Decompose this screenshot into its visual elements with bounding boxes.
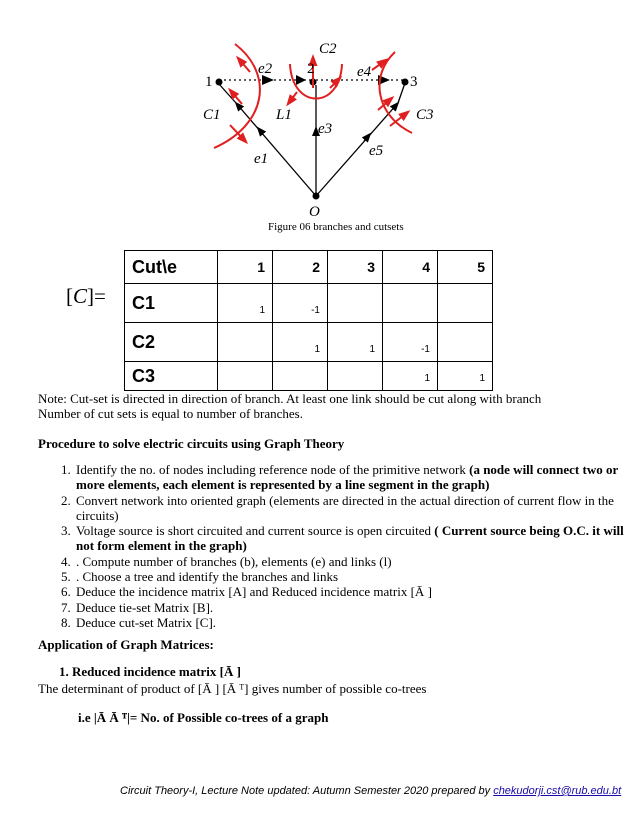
procedure-item [74, 600, 638, 615]
procedure-item [74, 554, 638, 569]
link-label-l1: L1 [276, 107, 292, 123]
matrix-label [66, 284, 106, 309]
matrix-cell [328, 362, 383, 391]
matrix-cell: 1 [273, 323, 328, 362]
matrix-label-open: [ [66, 284, 73, 308]
node-label-3: 3 [410, 74, 418, 90]
matrix-header-row [125, 251, 493, 284]
edge-label-e1: e1 [254, 151, 269, 167]
note-line-2: Number of cut sets is equal to number of branches. [38, 406, 303, 421]
matrix-cell: 1 [328, 323, 383, 362]
link-e4-arrow2 [296, 75, 306, 85]
matrix-row [125, 362, 493, 391]
node-label-1: 1 [205, 74, 213, 90]
procedure-item-text: . Compute number of branches (b), elements (e) and links (l) [76, 553, 392, 569]
matrix-col-header: 3 [328, 251, 383, 284]
application-ie: i.e |Ā Ā ᵀ|= No. of Possible co-trees of a graph [78, 710, 329, 725]
matrix-corner: Cut\e [125, 251, 218, 284]
application-line: The determinant of product of [Ā ] [Ā ᵀ] gives number of possible co-trees [38, 681, 427, 696]
node-origin [313, 193, 320, 200]
procedure-item [74, 523, 638, 554]
matrix-cell [218, 362, 273, 391]
application-item-1: 1. Reduced incidence matrix [Ā ] [59, 664, 241, 679]
branch-e1-head [258, 128, 263, 134]
procedure-item [74, 615, 638, 630]
procedure-item-bold: (a node will connect two or more elements, each element is represented by a line segment in the graph) [76, 462, 619, 493]
cut-label-c2: C2 [319, 41, 337, 57]
matrix-row [125, 284, 493, 323]
matrix-cell [438, 284, 493, 323]
matrix-cell [438, 323, 493, 362]
procedure-item-text: Deduce the incidence matrix [A] and Reduced incidence matrix [Ā ] [76, 584, 432, 600]
node-3 [402, 79, 409, 86]
cutset-matrix [124, 250, 493, 391]
cut-label-c3: C3 [416, 107, 434, 123]
cutset-c2-arrow-left [288, 92, 297, 104]
edge-label-e5: e5 [369, 143, 384, 159]
branch-e5-head [364, 134, 370, 141]
matrix-cell [273, 362, 328, 391]
matrix-row-header: C3 [125, 362, 218, 391]
node-1 [216, 79, 223, 86]
application-heading: Application of Graph Matrices: [38, 637, 214, 652]
procedure-item-text: Deduce tie-set Matrix [B]. [76, 599, 214, 615]
matrix-col-header: 4 [383, 251, 438, 284]
matrix-label-var: C [73, 284, 88, 308]
cut-label-c1: C1 [203, 107, 221, 123]
procedure-item-text: Deduce cut-set Matrix [C]. [76, 614, 217, 630]
branch-e5-tail [398, 83, 405, 103]
graph-figure [0, 0, 638, 230]
edge-label-e3: e3 [318, 121, 333, 137]
procedure-item-text: Identify the no. of nodes including reference node of the primitive network [76, 462, 470, 477]
cutset-c1-arrow3 [238, 58, 250, 72]
procedure-item [74, 493, 638, 524]
procedure-list [38, 462, 638, 630]
node-label-2: 2 [307, 61, 315, 77]
matrix-col-header: 2 [273, 251, 328, 284]
note-line-1: Note: Cut-set is directed in direction of branch. At least one link should be cut along with branch [38, 391, 542, 406]
matrix-cell: 1 [383, 362, 438, 391]
footer-text: Circuit Theory-I, Lecture Note updated: Autumn Semester 2020 prepared by [120, 785, 494, 797]
edge-label-e2: e2 [258, 61, 273, 77]
page-footer [120, 785, 621, 797]
procedure-item-bold: ( Current source being O.C. it will not form element in the graph) [76, 523, 624, 554]
procedure-item-text: Voltage source is short circuited and current source is open circuited [76, 523, 435, 539]
matrix-label-close: ]= [87, 284, 106, 308]
matrix-cell [218, 323, 273, 362]
procedure-item-text: . Choose a tree and identify the branches and links [76, 569, 339, 585]
node-label-origin: O [309, 204, 320, 220]
matrix-cell: -1 [383, 323, 438, 362]
procedure-item [74, 584, 638, 599]
figure-caption: Figure 06 branches and cutsets [268, 221, 404, 233]
edge-label-e4: e4 [357, 64, 372, 80]
matrix-row [125, 323, 493, 362]
matrix-cell [328, 284, 383, 323]
procedure-item [74, 569, 638, 584]
matrix-row-header: C2 [125, 323, 218, 362]
cutset-c1-arrow1 [230, 90, 242, 104]
branch-e5 [316, 103, 398, 196]
matrix-cell: 1 [438, 362, 493, 391]
procedure-item-text: Convert network into oriented graph (elements are directed in the actual direction of current flow in the circuits) [76, 492, 614, 523]
matrix-cell: 1 [218, 284, 273, 323]
matrix-cell: -1 [273, 284, 328, 323]
footer-email-link[interactable]: chekudorji.cst@rub.edu.bt [493, 785, 622, 797]
matrix-col-header: 1 [218, 251, 273, 284]
matrix-col-header: 5 [438, 251, 493, 284]
procedure-item [74, 462, 638, 493]
matrix-cell [383, 284, 438, 323]
procedure-heading: Procedure to solve electric circuits using Graph Theory [38, 436, 345, 451]
matrix-row-header: C1 [125, 284, 218, 323]
